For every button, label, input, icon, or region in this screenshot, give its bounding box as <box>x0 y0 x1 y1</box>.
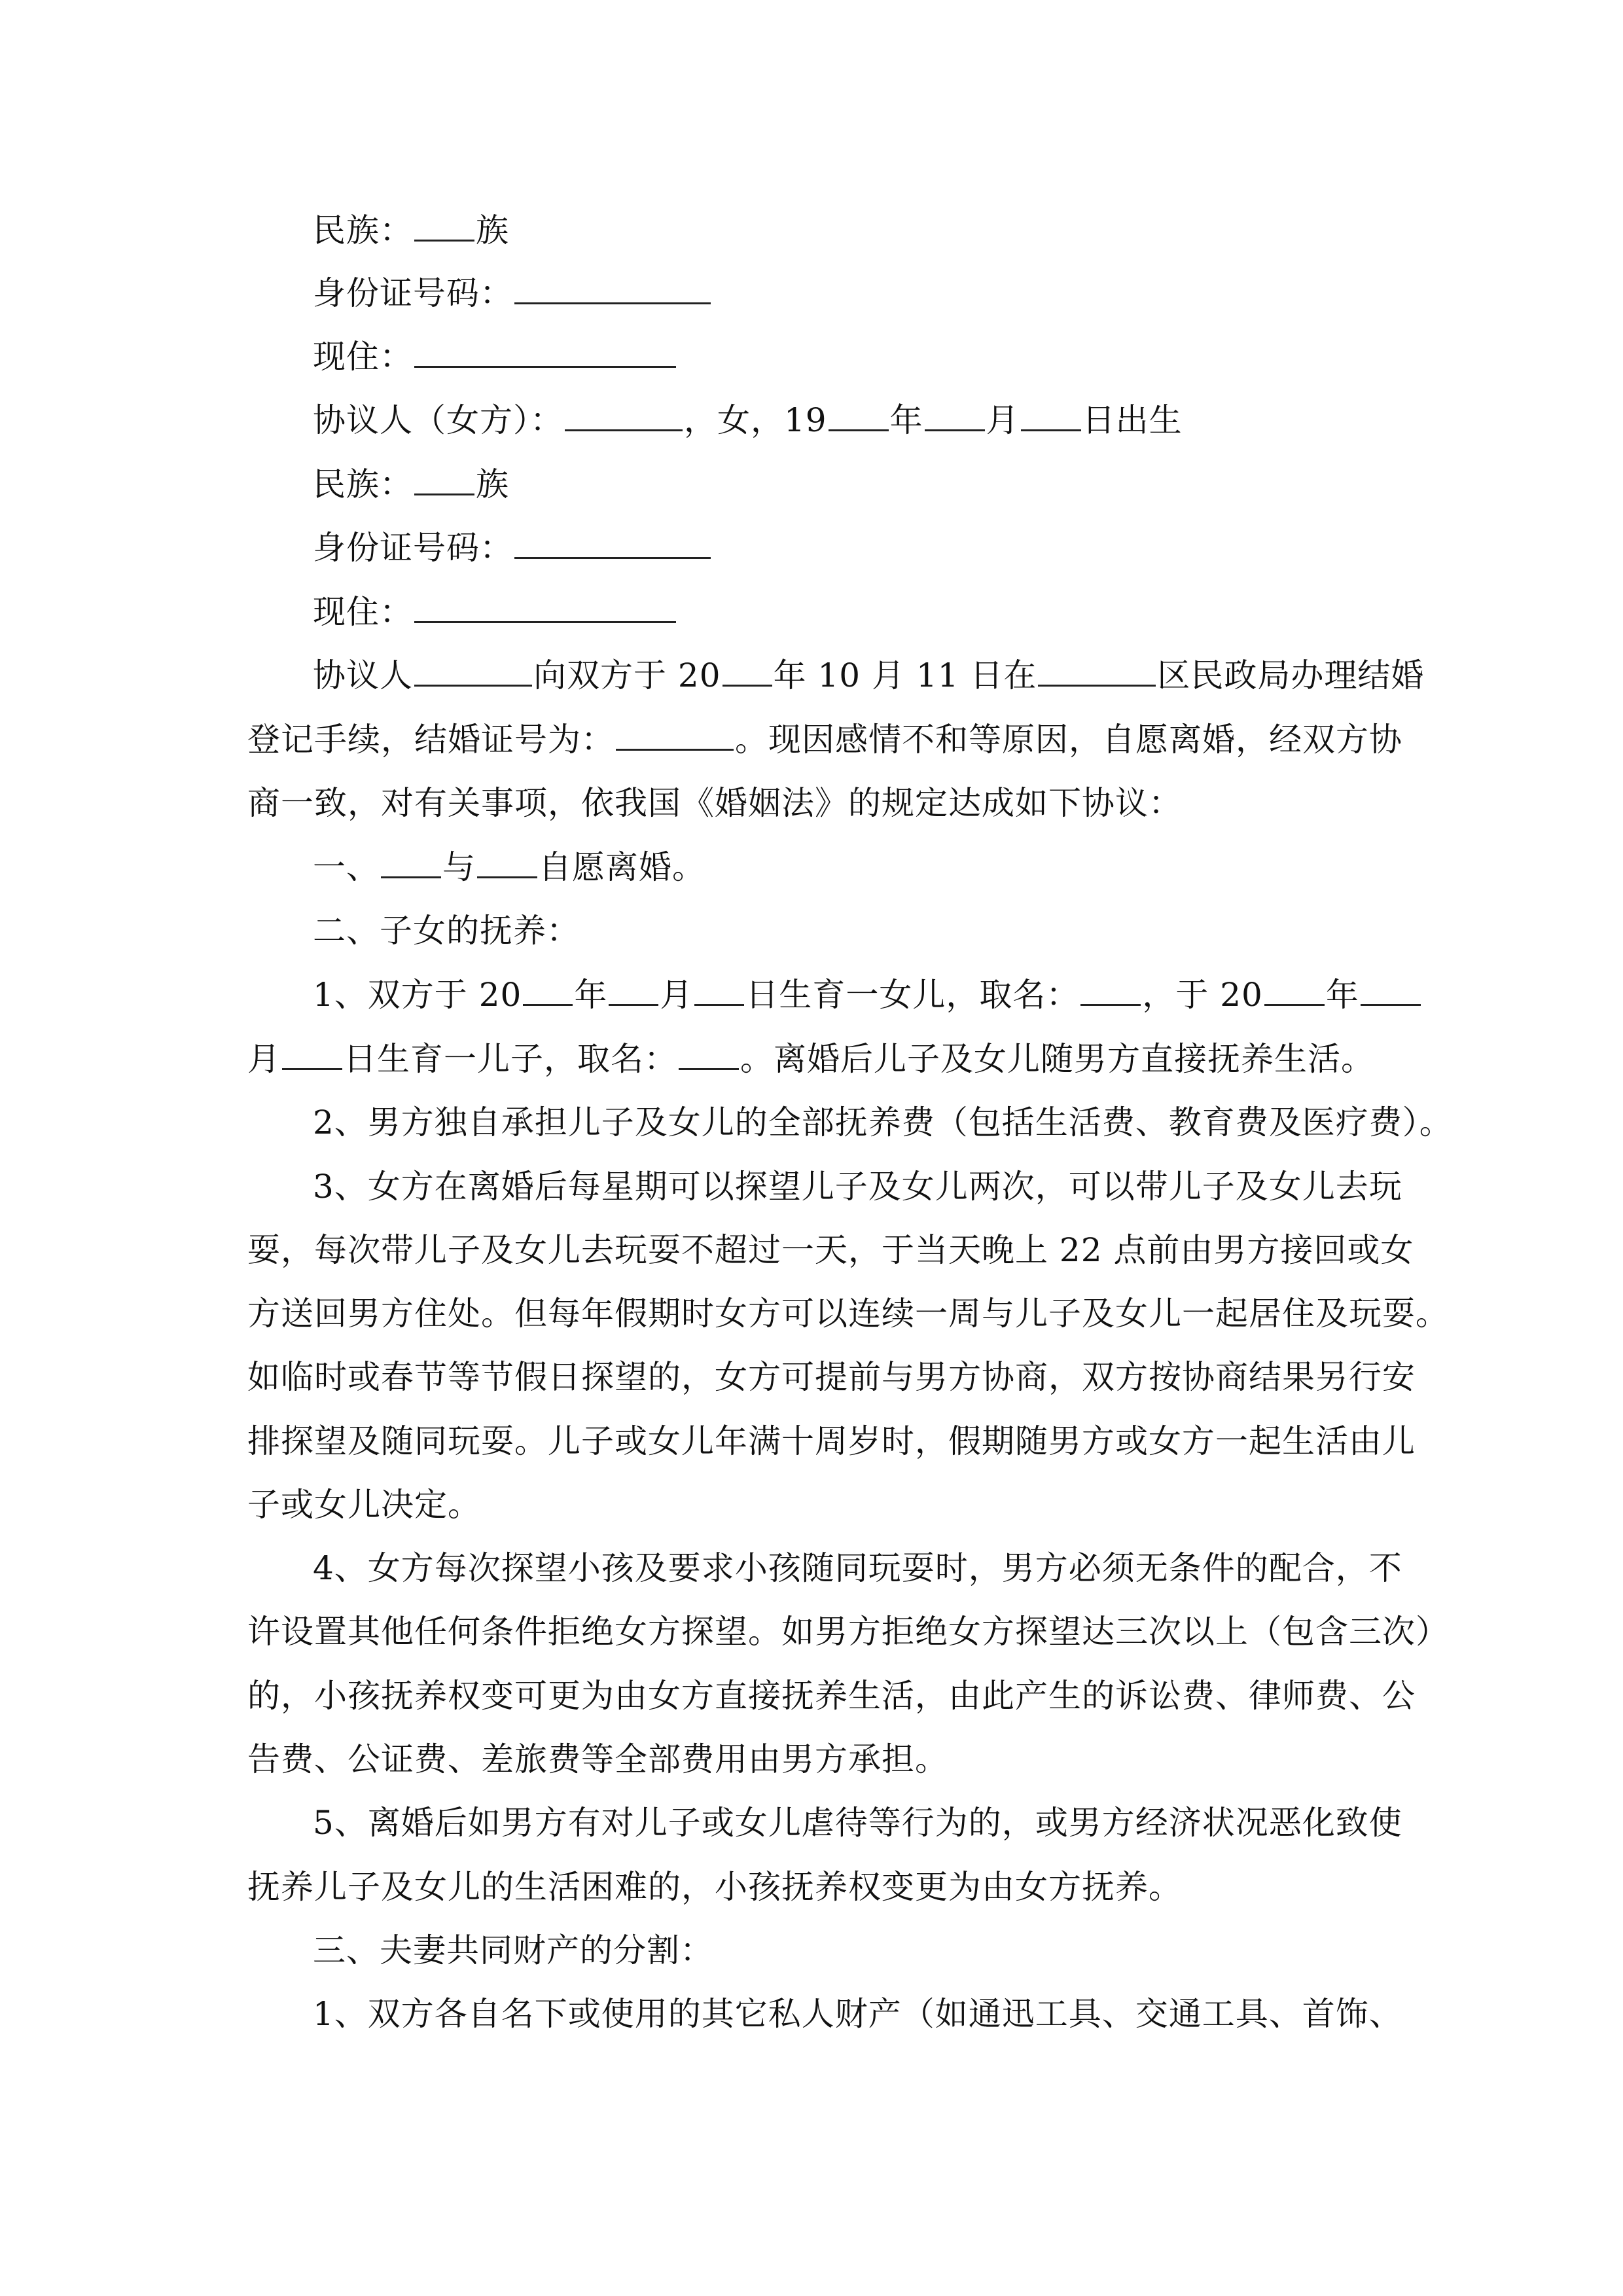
paragraph-line: 耍，每次带儿子及女儿去玩耍不超过一天，于当天晚上 22 点前由男方接回或女 <box>247 1231 1414 1269</box>
blank-field[interactable] <box>565 401 683 431</box>
paragraph-line: 如临时或春节等节假日探望的，女方可提前与男方协商，双方按协商结果另行安 <box>247 1358 1416 1396</box>
paragraph-line: 1、双方各自名下或使用的其它私人财产（如通迅工具、交通工具、首饰、 <box>313 1995 1402 2033</box>
blank-field[interactable] <box>414 656 532 687</box>
blank-field[interactable] <box>1361 975 1421 1006</box>
blank-field[interactable] <box>925 401 985 431</box>
blank-field[interactable] <box>282 1039 342 1070</box>
children-birth-line: 1、双方于 20 年 月 日生育一女儿，取名： ，于 20 年 <box>313 975 1422 1014</box>
children-birth-line-cont: 月 日生育一儿子，取名： 。离婚后儿子及女儿随男方直接抚养生活。 <box>247 1040 1374 1078</box>
blank-field[interactable] <box>1038 656 1156 687</box>
blank-field[interactable] <box>381 848 441 878</box>
paragraph-line: 许设置其他任何条件拒绝女方探望。如男方拒绝女方探望达三次以上（包含三次） <box>247 1613 1449 1651</box>
address-line-male: 现住： <box>313 337 677 376</box>
blank-field[interactable] <box>1264 975 1325 1006</box>
blank-field[interactable] <box>523 975 573 1006</box>
paragraph-line: 3、女方在离婚后每星期可以探望儿子及女儿两次，可以带儿子及女儿去玩 <box>313 1168 1402 1206</box>
marriage-registration-line: 协议人 向双方于 20 年 10 月 11 日在 区民政局办理结婚 <box>313 656 1425 694</box>
blank-field[interactable] <box>609 975 658 1006</box>
id-number-line-female: 身份证号码： <box>313 528 712 567</box>
blank-field[interactable] <box>679 1039 739 1070</box>
blank-field[interactable] <box>1021 401 1081 431</box>
paragraph-line: 2、男方独自承担儿子及女儿的全部抚养费（包括生活费、教育费及医疗费）。 <box>313 1103 1453 1141</box>
blank-field[interactable] <box>694 975 744 1006</box>
clause-one-line: 一、 与 自愿离婚。 <box>313 848 705 886</box>
address-line-female: 现住： <box>313 592 677 632</box>
blank-field[interactable] <box>414 592 676 623</box>
paragraph-line: 商一致，对有关事项，依我国《婚姻法》的规定达成如下协议： <box>247 784 1182 822</box>
paragraph-line: 5、离婚后如男方有对儿子或女儿虐待等行为的，或男方经济状况恶化致使 <box>313 1804 1402 1842</box>
marriage-certificate-line: 登记手续，结婚证号为： 。现因感情不和等原因，自愿离婚，经双方协 <box>247 721 1402 759</box>
paragraph-line: 4、女方每次探望小孩及要求小孩随同玩耍时，男方必须无条件的配合，不 <box>313 1549 1402 1587</box>
blank-field[interactable] <box>829 401 889 431</box>
party-female-line: 协议人（女方）： ，女，19 年 月 日出生 <box>313 401 1183 439</box>
blank-field[interactable] <box>514 528 711 559</box>
ethnicity-line-male: 民族： 族 <box>313 211 509 249</box>
paragraph-line: 排探望及随同玩耍。儿子或女儿年满十周岁时，假期随男方或女方一起生活由儿 <box>247 1422 1416 1460</box>
blank-field[interactable] <box>514 274 711 304</box>
section-heading-child-custody: 二、子女的抚养： <box>313 912 580 950</box>
paragraph-line: 子或女儿决定。 <box>247 1486 481 1524</box>
paragraph-line: 的，小孩抚养权变可更为由女方直接抚养生活，由此产生的诉讼费、律师费、公 <box>247 1677 1416 1715</box>
ethnicity-line-female: 民族： 族 <box>313 465 509 503</box>
paragraph-line: 方送回男方住处。但每年假期时女方可以连续一周与儿子及女儿一起居住及玩耍。 <box>247 1295 1449 1333</box>
blank-field[interactable] <box>414 211 474 242</box>
blank-field[interactable] <box>616 720 734 751</box>
section-heading-property-division: 三、夫妻共同财产的分割： <box>313 1931 713 1969</box>
blank-field[interactable] <box>414 337 676 368</box>
paragraph-line: 告费、公证费、差旅费等全部费用由男方承担。 <box>247 1740 948 1778</box>
blank-field[interactable] <box>477 848 537 878</box>
blank-field[interactable] <box>722 656 772 687</box>
id-number-line-male: 身份证号码： <box>313 274 712 313</box>
blank-field[interactable] <box>414 465 474 495</box>
blank-field[interactable] <box>1080 975 1141 1006</box>
paragraph-line: 抚养儿子及女儿的生活困难的，小孩抚养权变更为由女方抚养。 <box>247 1868 1182 1906</box>
